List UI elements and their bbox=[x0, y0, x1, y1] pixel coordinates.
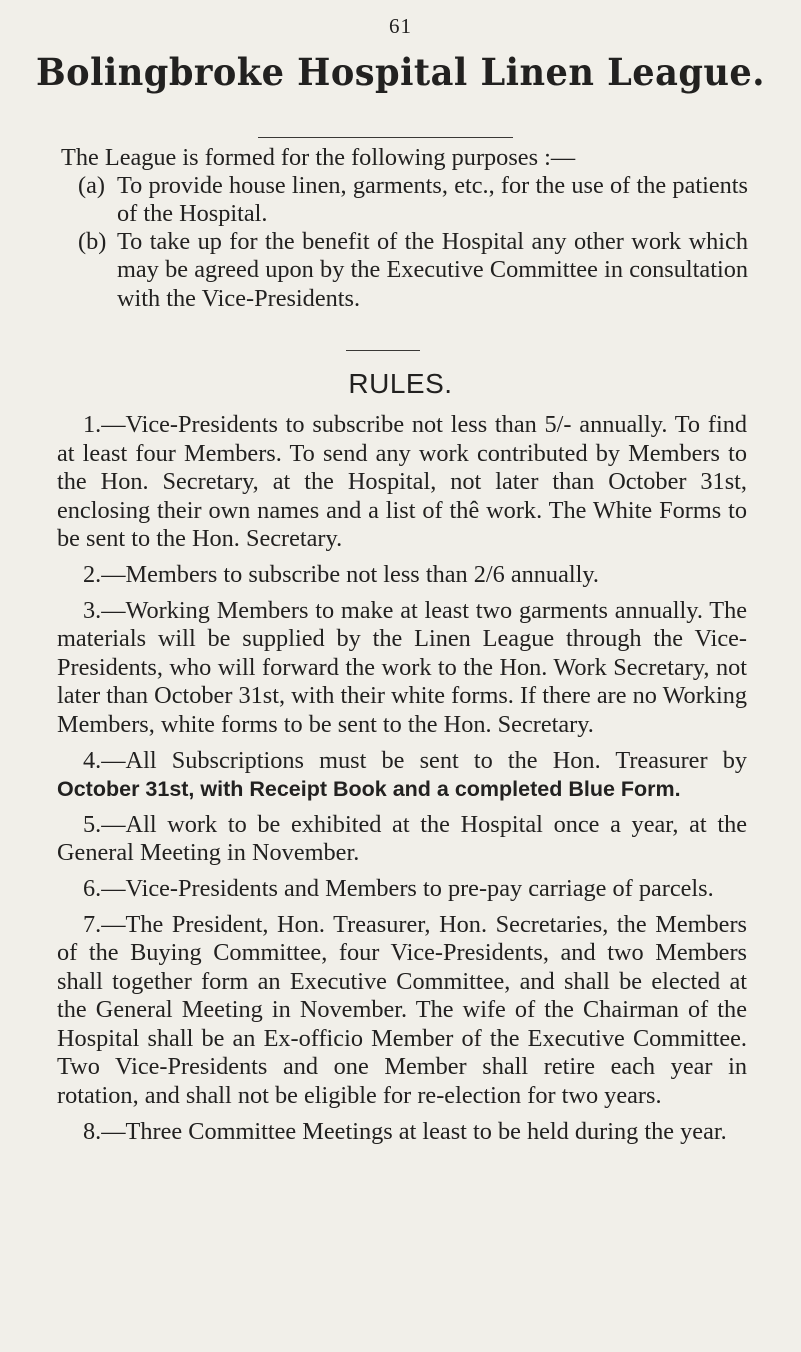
page-number: 61 bbox=[389, 14, 412, 38]
rule-6: 6.—Vice-Presidents and Members to pre-pay carriage of parcels. bbox=[83, 874, 714, 902]
rules-heading: RULES. bbox=[348, 368, 453, 399]
rule-5: 5.—All work to be exhibited at the Hospital once a year, at the General Meeting in November. bbox=[57, 810, 747, 867]
purpose-text: To provide house linen, garments, etc., for the use of the patients of the Hospital. bbox=[117, 172, 748, 228]
rule-1: 1.—Vice-Presidents to subscribe not less than 5/- annually. To find at least four Members. To send any work contributed by Members to the Hon. Secretary, at the Hospital, not later than October 31st, enclosing their own names and a list of thê work. The White Forms to be sent to the Hon. Secretary. bbox=[57, 411, 747, 553]
intro-paragraph: The League is formed for the following purposes :— bbox=[61, 144, 576, 171]
rule-2: 2.—Members to subscribe not less than 2/6 annually. bbox=[83, 560, 600, 588]
rule-4-emphasis: October 31st, with Receipt Book and a completed Blue Form. bbox=[57, 777, 681, 802]
page-title: Bolingbroke Hospital Linen League. bbox=[35, 50, 765, 94]
section-divider bbox=[346, 350, 420, 351]
rules-list bbox=[57, 411, 747, 1153]
rule-4-text: 4.—All Subscriptions must be sent to the Hon. Treasurer by bbox=[83, 746, 747, 774]
rule-3: 3.—Working Members to make at least two garments annually. The materials will be supplied by the Linen League through the Vice-Presidents, who will forward the work to the Hon. Work Secretary, not later than October 31st, with their white forms. If there are no Working Members, white forms to be sent to the Hon. Secretary. bbox=[57, 596, 747, 738]
rule-8: 8.—Three Committee Meetings at least to be held during the year. bbox=[83, 1117, 727, 1145]
purpose-label: (b) bbox=[78, 228, 107, 255]
purpose-label: (a) bbox=[78, 172, 105, 199]
purpose-text: To take up for the benefit of the Hospital any other work which may be agreed upon by the Executive Committee in consultation with the Vice-Presidents. bbox=[117, 228, 748, 312]
purpose-item-a bbox=[78, 172, 748, 229]
title-divider bbox=[258, 137, 513, 138]
purpose-item-b bbox=[78, 228, 748, 313]
rule-7: 7.—The President, Hon. Treasurer, Hon. Secretaries, the Members of the Buying Committee, four Vice-Presidents, and two Members shall together form an Executive Committee, and shall be elected at the General Meeting in November. The wife of the Chairman of the Hospital shall be an Ex-officio Member of the Executive Committee. Two Vice-Presidents and one Member shall retire each year in rotation, and shall not be eligible for re-election for two years. bbox=[57, 910, 747, 1110]
rule-4 bbox=[57, 747, 747, 804]
